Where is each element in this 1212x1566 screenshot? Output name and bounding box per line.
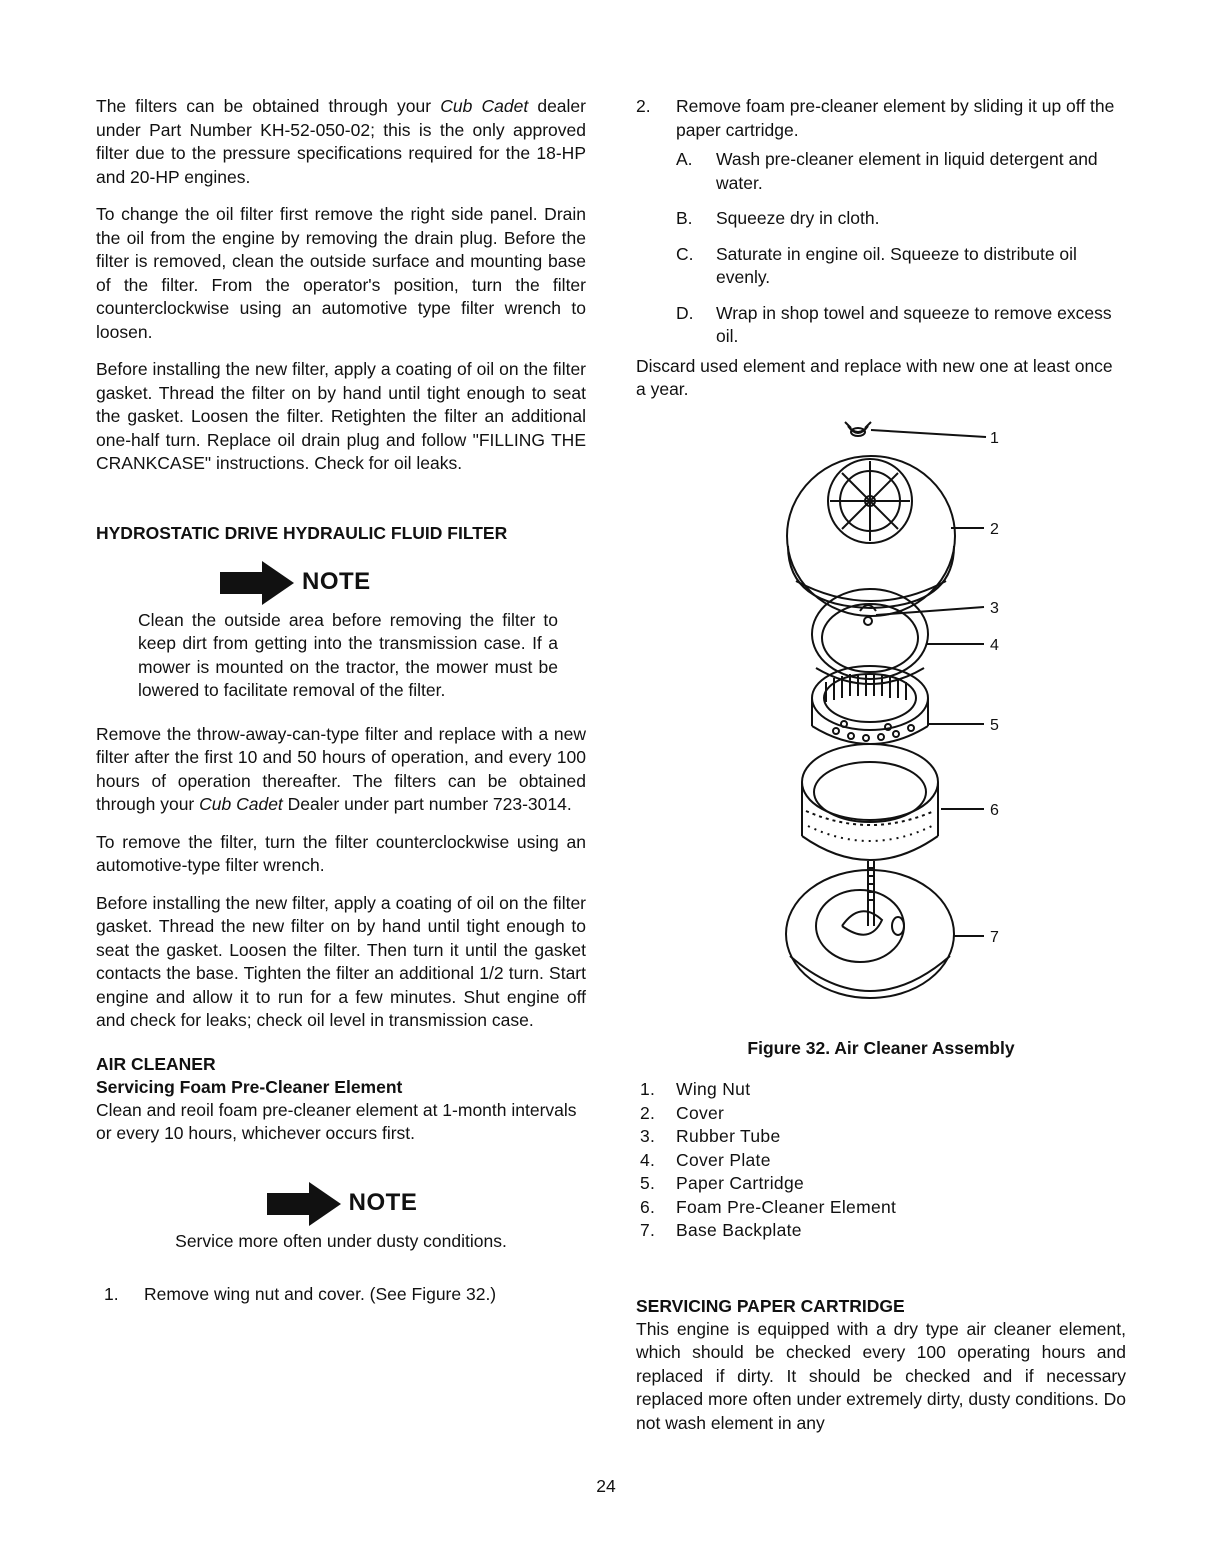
step-number: 1. <box>104 1284 119 1304</box>
legend-item <box>640 1219 1126 1243</box>
paper-cartridge-paragraph: This engine is equipped with a dry type air cleaner element, which should be checked every 100 operating hours and replaced if dirty. It should be checked and if necessary replaced more often under extremely dirty, dusty conditions. Do not wash element in any <box>636 1318 1126 1433</box>
wing-nut-icon <box>845 422 871 436</box>
legend-text: Foam Pre-Cleaner Element <box>676 1196 897 1217</box>
change-oil-filter-paragraph: To change the oil filter first remove the right side panel. Drain the oil from the engine by removing the drain plug. Before the filter is removed, clean the outside surface and mounting base of the filter. From the operator's position, turn the filter counterclockwise using an automotive type filter wrench to loosen. <box>96 204 586 342</box>
legend-number: 1. <box>640 1079 656 1099</box>
foam-pre-cleaner-icon <box>802 744 938 860</box>
step-text: Remove wing nut and cover. (See Figure 32.) <box>144 1284 497 1304</box>
foam-subheading: Servicing Foam Pre-Cleaner Element <box>96 1076 403 1097</box>
legend-number: 6. <box>640 1196 656 1217</box>
reoil-paragraph: Clean and reoil foam pre-cleaner element at 1-month intervals or every 10 hours, whichever occurs first. <box>96 1099 577 1143</box>
legend-item <box>640 1149 1126 1173</box>
substep <box>676 243 1126 290</box>
legend-text: Base Backplate <box>676 1220 802 1240</box>
step-text: Remove foam pre-cleaner element by sliding it up off the paper cartridge. <box>676 96 1115 140</box>
step-1 <box>104 1283 586 1307</box>
substep <box>676 302 1126 349</box>
legend-text: Cover Plate <box>676 1149 771 1170</box>
callout-3: 3 <box>990 599 999 617</box>
arrow-icon <box>218 559 296 605</box>
substep <box>676 207 1126 231</box>
callout-6: 6 <box>990 801 999 819</box>
legend-number: 4. <box>640 1149 656 1170</box>
substep-text: Wrap in shop towel and squeeze to remove excess oil. <box>716 302 1112 346</box>
note-label: NOTE <box>348 1188 418 1216</box>
paper-cartridge-icon <box>812 666 928 744</box>
legend-item <box>640 1125 1126 1149</box>
discard-paragraph: Discard used element and replace with new one at least once a year. <box>636 355 1113 399</box>
callout-2: 2 <box>990 520 999 538</box>
legend-text: Cover <box>676 1102 725 1123</box>
page-number: 24 <box>596 1476 616 1496</box>
step-number: 2. <box>636 96 651 116</box>
callout-7: 7 <box>990 928 999 946</box>
note-block-1 <box>138 559 558 703</box>
brand-name: Cub Cadet <box>440 96 529 116</box>
substep <box>676 148 1126 195</box>
step-2 <box>636 95 1126 142</box>
filters-text-rest: dealer under Part Number KH-52-050-02; this is the only approved filter due to the pressure specifications required for the 18-HP and 20-HP engines. <box>96 96 586 187</box>
note-block-2 <box>96 1180 586 1254</box>
legend-item <box>640 1196 1126 1220</box>
legend-text: Rubber Tube <box>676 1126 781 1146</box>
substep-letter: A. <box>676 149 693 169</box>
base-backplate-icon <box>786 861 954 998</box>
legend-item <box>640 1102 1126 1126</box>
figure-caption: Figure 32. Air Cleaner Assembly <box>747 1037 1015 1058</box>
callout-5: 5 <box>990 716 999 734</box>
right-column <box>636 95 1126 1435</box>
legend-item <box>640 1078 1126 1102</box>
figure-legend <box>640 1078 1126 1243</box>
legend-text: Wing Nut <box>676 1079 751 1099</box>
legend-number: 2. <box>640 1102 656 1123</box>
hydrostatic-heading: HYDROSTATIC DRIVE HYDRAULIC FLUID FILTER <box>96 522 508 543</box>
counterclockwise-paragraph: To remove the filter, turn the filter counterclockwise using an automotive-type filter wrench. <box>96 831 586 875</box>
substep-letter: D. <box>676 302 694 323</box>
note-text: Service more often under dusty conditions. <box>175 1230 507 1251</box>
legend-number: 5. <box>640 1173 656 1193</box>
arrow-icon <box>265 1180 343 1226</box>
legend-item <box>640 1172 1126 1196</box>
brand-name: Cub Cadet <box>199 794 283 814</box>
legend-number: 7. <box>640 1220 656 1240</box>
install-filter-paragraph: Before installing the new filter, apply a coating of oil on the filter gasket. Thread the filter on by hand until tight enough to seat the gasket. Loosen the filter. Retighten the filter an additional one-half turn. Replace oil drain plug and follow "FILLING THE CRANKCASE" instructions. Check for oil leaks. <box>96 359 586 473</box>
remove-filter-text: Remove the throw-away-can-type filter and replace with a new filter after the first 10 and 50 hours of operation, and every 100 hours of operation thereafter. The filters can be obtained through your <box>96 723 586 814</box>
install-new-filter-paragraph: Before installing the new filter, apply a coating of oil on the filter gasket. Thread the new filter on by hand until tight enough to seat the gasket. Loosen the filter. Then turn it until the gasket contacts the base. Tighten the filter an additional 1/2 turn. Start engine and allow it to run for a few minutes. Shut engine off and check for leaks; check oil level in transmission case. <box>96 892 586 1030</box>
legend-number: 3. <box>640 1126 656 1146</box>
left-column <box>96 95 586 1307</box>
cover-icon <box>787 456 955 616</box>
substeps-list <box>676 148 1126 349</box>
remove-filter-text-rest: Dealer under part number 723-3014. <box>282 794 572 814</box>
callout-4: 4 <box>990 636 999 654</box>
note-text: Clean the outside area before removing the filter to keep dirt from getting into the transmission case. If a mower is mounted on the tractor, the mower must be lowered to facilitate removal of the filter. <box>138 609 558 700</box>
substep-text: Wash pre-cleaner element in liquid detergent and water. <box>716 149 1098 193</box>
substep-text: Squeeze dry in cloth. <box>716 208 880 228</box>
remove-filter-paragraph <box>96 723 586 817</box>
substep-letter: C. <box>676 243 694 264</box>
legend-text: Paper Cartridge <box>676 1173 805 1193</box>
substep-letter: B. <box>676 208 693 228</box>
air-cleaner-diagram <box>636 406 1126 1031</box>
paper-cartridge-heading: SERVICING PAPER CARTRIDGE <box>636 1295 905 1316</box>
callout-1: 1 <box>990 429 999 447</box>
filters-paragraph <box>96 95 586 189</box>
filters-text: The filters can be obtained through your <box>96 96 441 116</box>
air-cleaner-heading: AIR CLEANER <box>96 1053 216 1074</box>
substep-text: Saturate in engine oil. Squeeze to distribute oil evenly. <box>716 243 1077 287</box>
note-label: NOTE <box>302 567 371 595</box>
